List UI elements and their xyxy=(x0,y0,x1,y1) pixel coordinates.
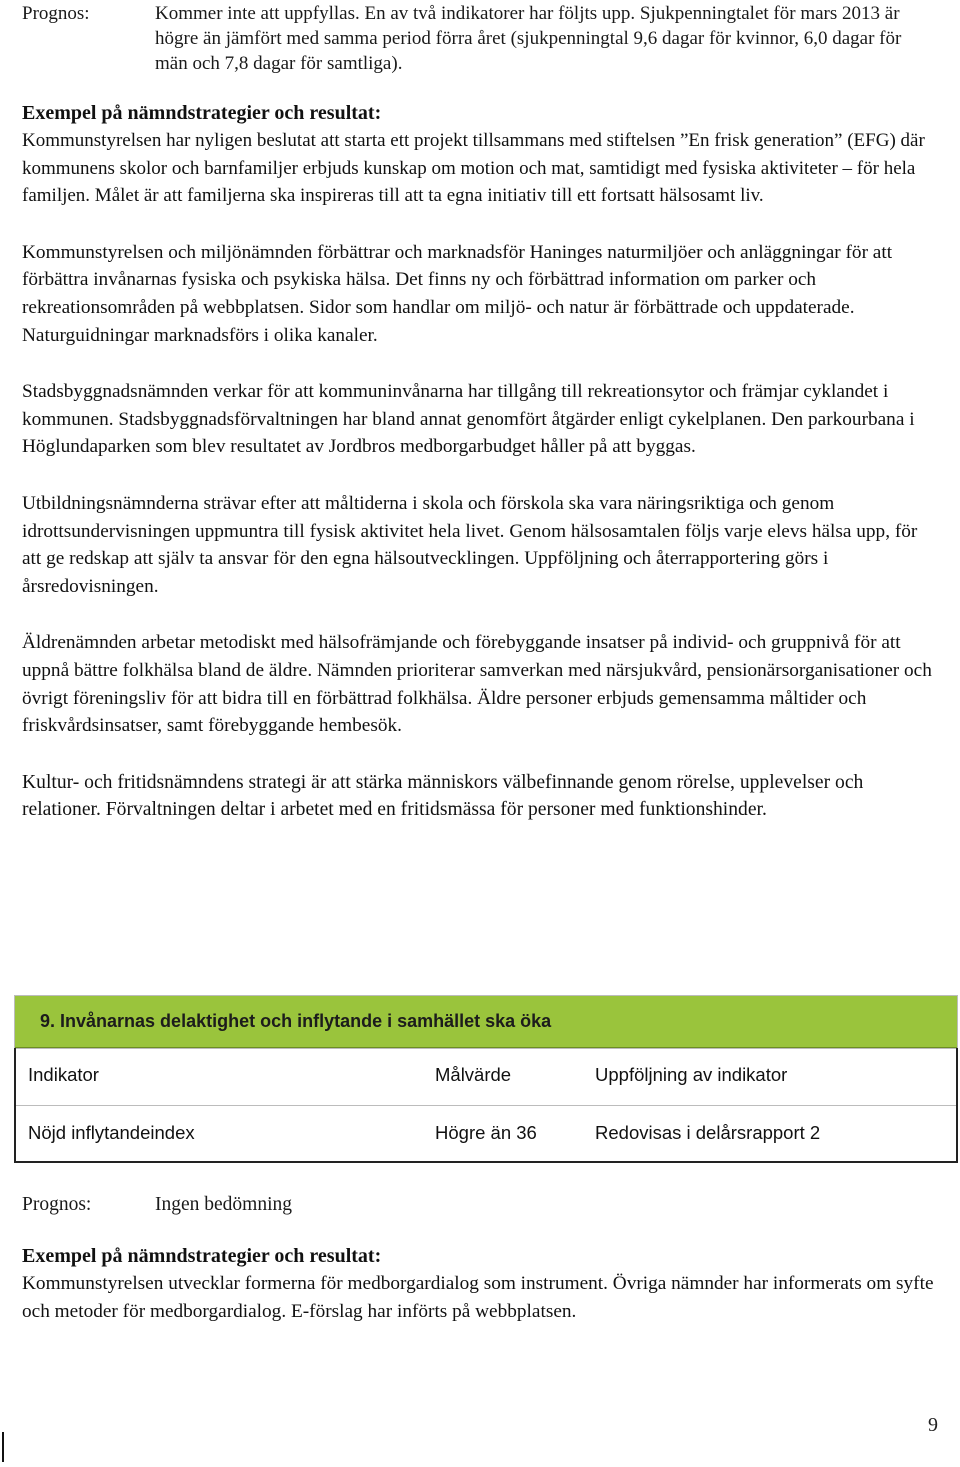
prognos-text: Ingen bedömning xyxy=(155,1194,293,1215)
section-heading: Exempel på nämndstrategier och resultat: xyxy=(22,1245,382,1267)
prognos-top xyxy=(22,1,938,76)
margin-mark xyxy=(2,1432,4,1462)
paragraph-elderly: Äldrenämnden arbetar metodiskt med hälsofrämjande och förebyggande insatser på individ- och gruppnivå för att uppnå bättre folkhälsa bland de äldre. Nämnden prioriterar samverkan med närsjukvård, pensionärsorganisationer och övrigt föreningsliv för att bidra till en förbättrad folkhälsa. Äldre personer erbjuds gemensamma måltider och friskvårdsinsatser, samt förebyggande hembesök. xyxy=(22,632,932,737)
header-followup: Uppföljning av indikator xyxy=(595,1064,788,1085)
table-border-left xyxy=(14,1048,16,1163)
goal-table-title-bar xyxy=(15,996,957,1048)
paragraph-planning: Stadsbyggnadsnämnden verkar för att kommuninvånarna har tillgång till rekreationsytor och främjar cyklandet i kommunen. Stadsbyggnadsförvaltningen har bland annat genomfört åtgärder enligt cykelplanen. Den parkourbana i Höglundaparken som blev resultatet av Jordbros medborgarbudget håller på att byggas. xyxy=(22,381,915,458)
table-border-bottom xyxy=(15,1161,957,1163)
header-target: Målvärde xyxy=(435,1064,512,1085)
section-heading: Exempel på nämndstrategier och resultat: xyxy=(22,102,382,124)
paragraph-nature: Kommunstyrelsen och miljönämnden förbättrar och marknadsför Haninges naturmiljöer och anläggningar för att förbättra invånarnas fysiska och psykiska hälsa. Det finns ny och förbättrad information om parker och rekreationsområden på webbplatsen. Sidor som handlar om miljö- och natur är förbättrade och uppdaterade. Naturguidningar marknadsförs i olika kanaler. xyxy=(22,241,893,346)
goal-table xyxy=(14,995,958,1163)
table-border-right xyxy=(956,1048,958,1163)
prognos-text: Kommer inte att uppfyllas. En av två indikatorer har följts upp. Sjukpenningtalet för mars 2013 är högre än jämfört med samma period förra året (sjukpenningtal 9,6 dagar för kvinnor, 6,0 dagar för män och 7,8 dagar för samtliga). xyxy=(155,3,902,74)
paragraph-dialogue: Kommunstyrelsen utvecklar formerna för medborgardialog som instrument. Övriga nämnder har informerats om syfte och metoder för medborgardialog. E-förslag har införts på webbplatsen. xyxy=(22,1273,934,1322)
document-page xyxy=(22,0,938,853)
lower-section xyxy=(22,1243,938,1354)
page-number: 9 xyxy=(928,1414,938,1436)
cell-indicator: Nöjd inflytandeindex xyxy=(28,1122,195,1143)
header-indicator: Indikator xyxy=(28,1064,99,1085)
table-divider xyxy=(15,1105,957,1106)
table-divider xyxy=(15,1048,957,1049)
goal-table-title: 9. Invånarnas delaktighet och inflytande i samhället ska öka xyxy=(40,1011,552,1031)
prognos-label: Prognos: xyxy=(22,1194,92,1215)
prognos-label: Prognos: xyxy=(22,3,90,24)
cell-followup: Redovisas i delårsrapport 2 xyxy=(595,1122,821,1143)
paragraph-culture: Kultur- och fritidsnämndens strategi är att stärka människors välbefinnande genom rörelse, upplevelser och relationer. Förvaltningen deltar i arbetet med en fritidsmässa för personer med funktionshinder. xyxy=(22,771,864,821)
paragraph-efg: Kommunstyrelsen har nyligen beslutat att starta ett projekt tillsammans med stiftelsen ”En frisk generation” (EFG) där kommunens skolor och barnfamiljer erbjuds kunskap om motion och mat, samtidigt med fysiska aktiviteter – för hela familjen. Målet är att familjerna ska inspireras till att ta egna initiativ till ett fortsatt hälsosamt liv. xyxy=(22,130,925,207)
paragraph-education: Utbildningsnämnderna strävar efter att måltiderna i skola och förskola ska vara näringsriktiga och genom idrottsundervisningen uppmuntra till fysisk aktivitet hela livet. Genom hälsosamtalen följs varje elevs hälsa upp, för att ge redskap att själv ta ansvar för den egna hälsoutvecklingen. Uppföljning och återrapportering görs i årsredovisningen. xyxy=(22,492,918,597)
prognos-lower xyxy=(22,1192,292,1218)
cell-target: Högre än 36 xyxy=(435,1122,537,1143)
